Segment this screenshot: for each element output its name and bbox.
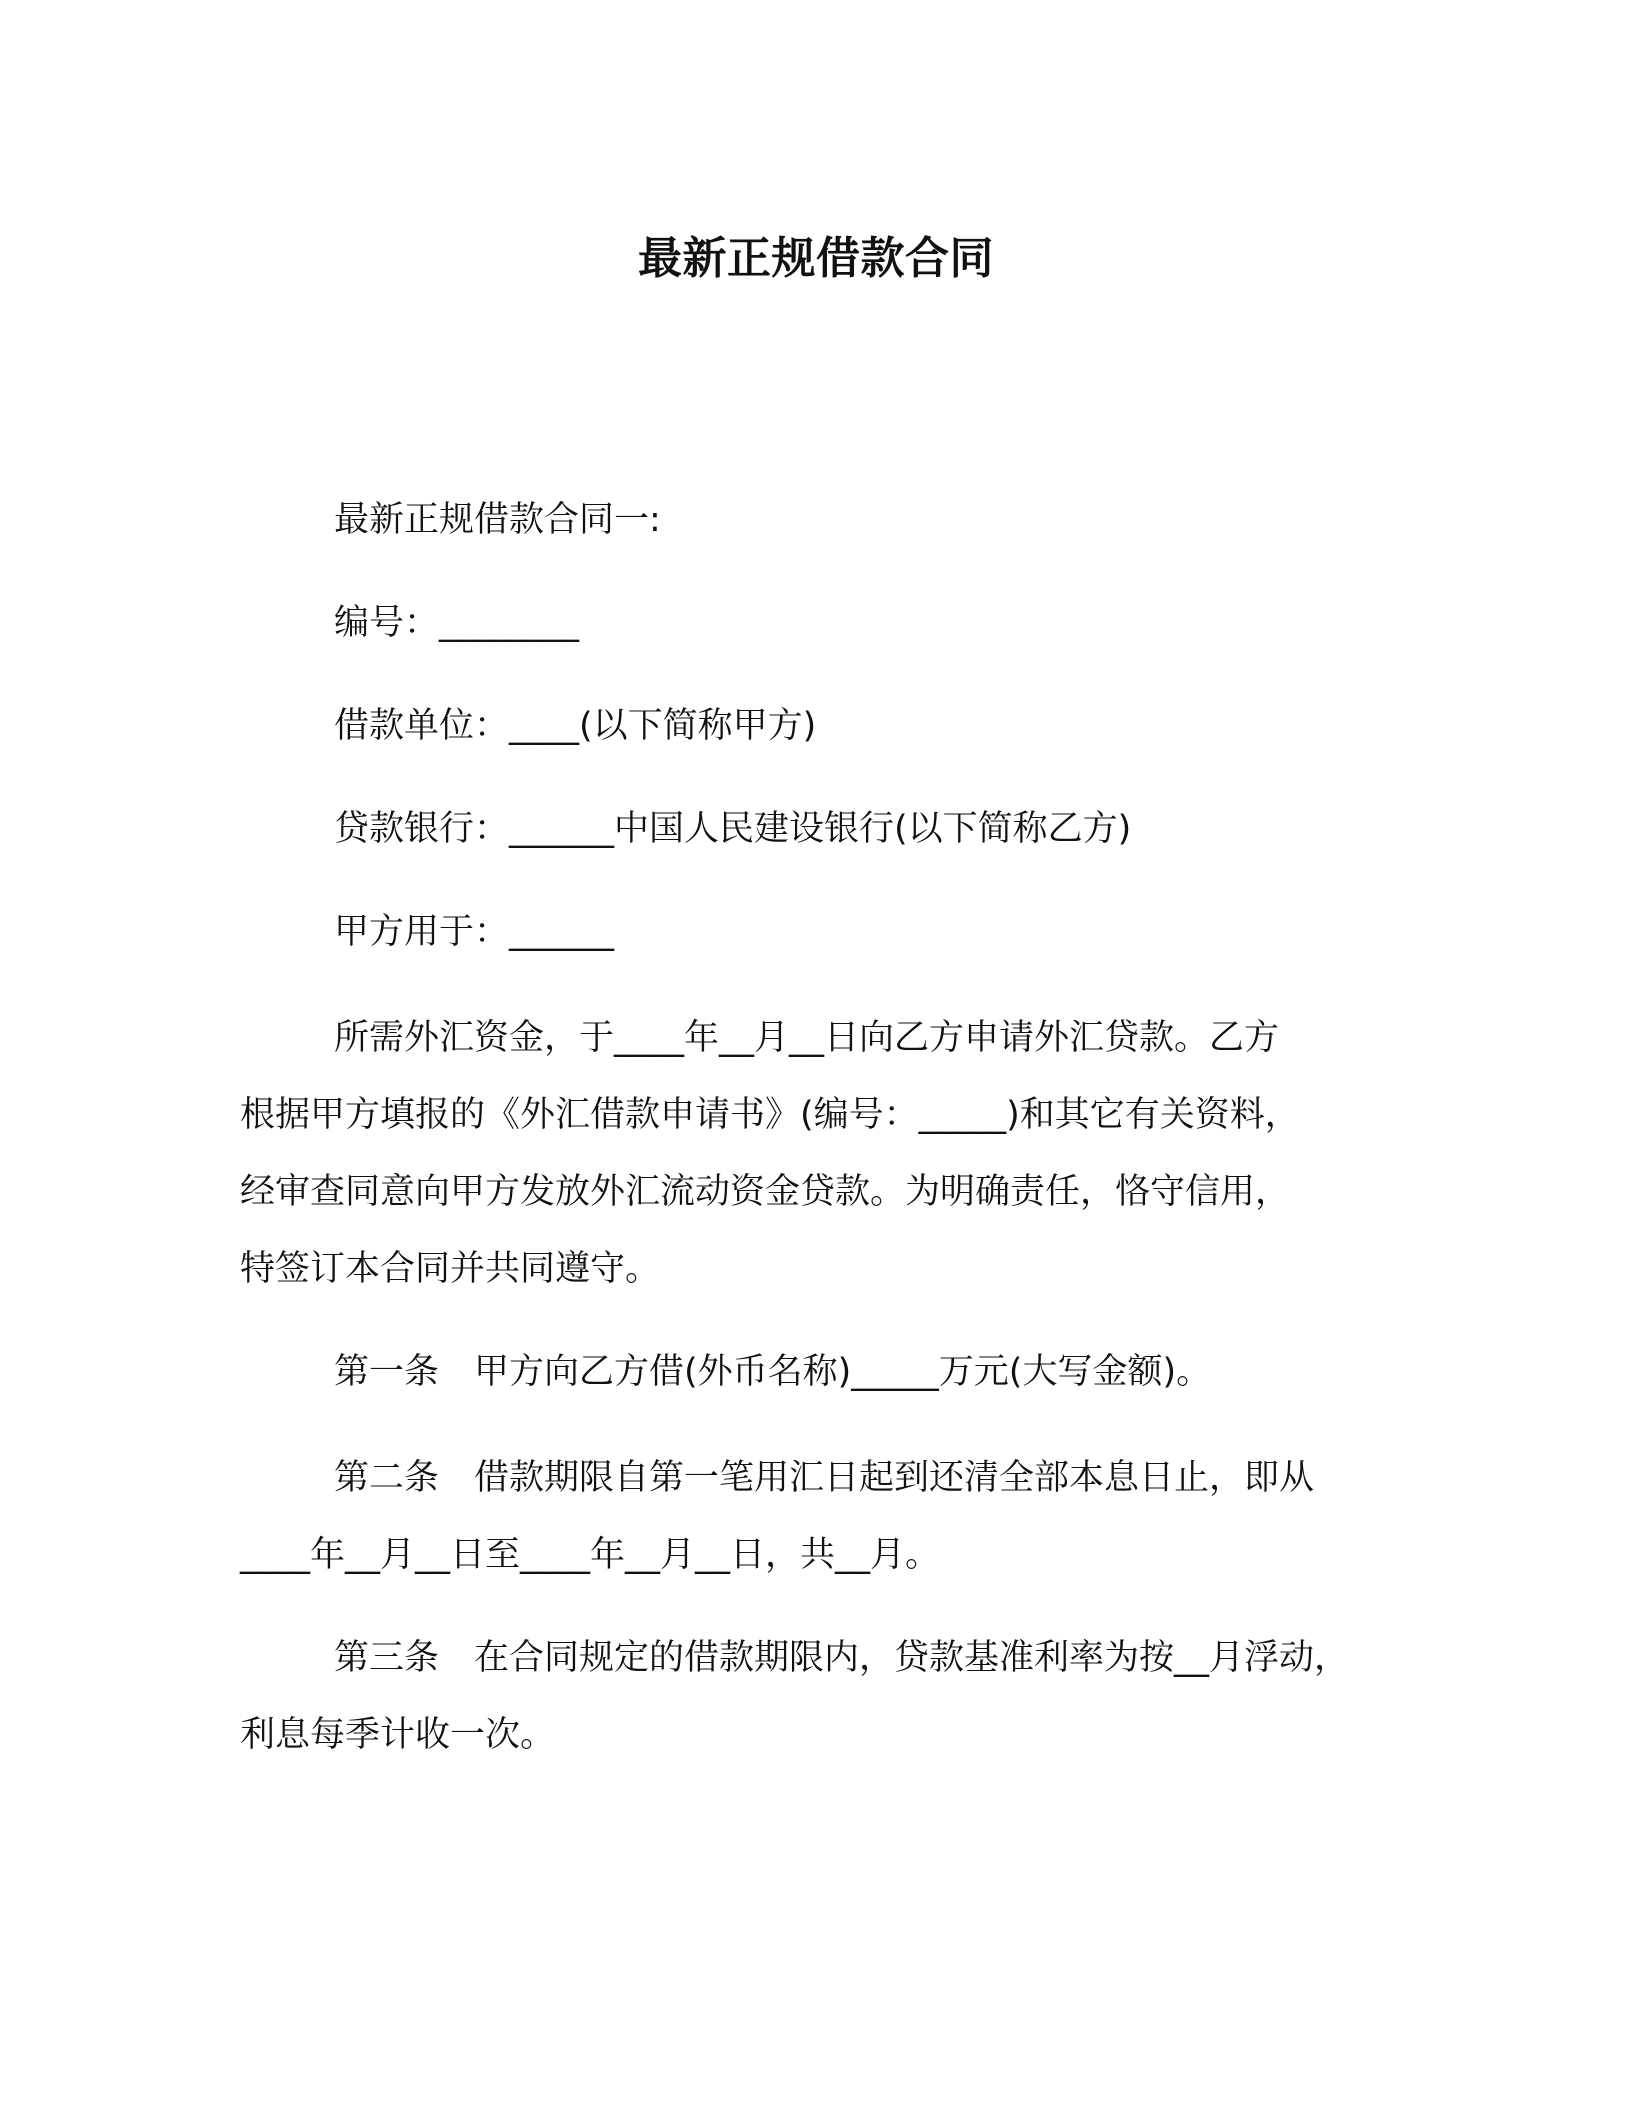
- borrower-line: 借款单位：____(以下简称甲方): [334, 706, 817, 746]
- intro-paragraph-line-4: 特签订本合同并共同遵守。: [240, 1249, 661, 1289]
- contract-subtitle: 最新正规借款合同一:: [334, 500, 661, 540]
- article-3-line-1: 第三条 在合同规定的借款期限内，贷款基准利率为按__月浮动，: [334, 1638, 1350, 1678]
- bank-line: 贷款银行：______中国人民建设银行(以下简称乙方): [334, 809, 1132, 849]
- intro-paragraph-line-2: 根据甲方填报的《外汇借款申请书》(编号：_____)和其它有关资料，: [240, 1095, 1300, 1135]
- intro-paragraph-line-3: 经审查同意向甲方发放外汇流动资金贷款。为明确责任，恪守信用，: [240, 1172, 1291, 1212]
- purpose-line: 甲方用于：______: [334, 912, 615, 952]
- article-3-line-2: 利息每季计收一次。: [240, 1715, 556, 1755]
- article-1-line-1: 第一条 甲方向乙方借(外币名称)_____万元(大写金额)。: [334, 1352, 1212, 1392]
- article-2-line-2: ____年__月__日至____年__月__日，共__月。: [240, 1535, 941, 1575]
- document-title: 最新正规借款合同: [638, 233, 994, 284]
- intro-paragraph-line-1: 所需外汇资金，于____年__月__日向乙方申请外汇贷款。乙方: [334, 1018, 1280, 1058]
- article-2-line-1: 第二条 借款期限自第一笔用汇日起到还清全部本息日止，即从: [334, 1458, 1315, 1498]
- contract-number-line: 编号：________: [334, 603, 580, 643]
